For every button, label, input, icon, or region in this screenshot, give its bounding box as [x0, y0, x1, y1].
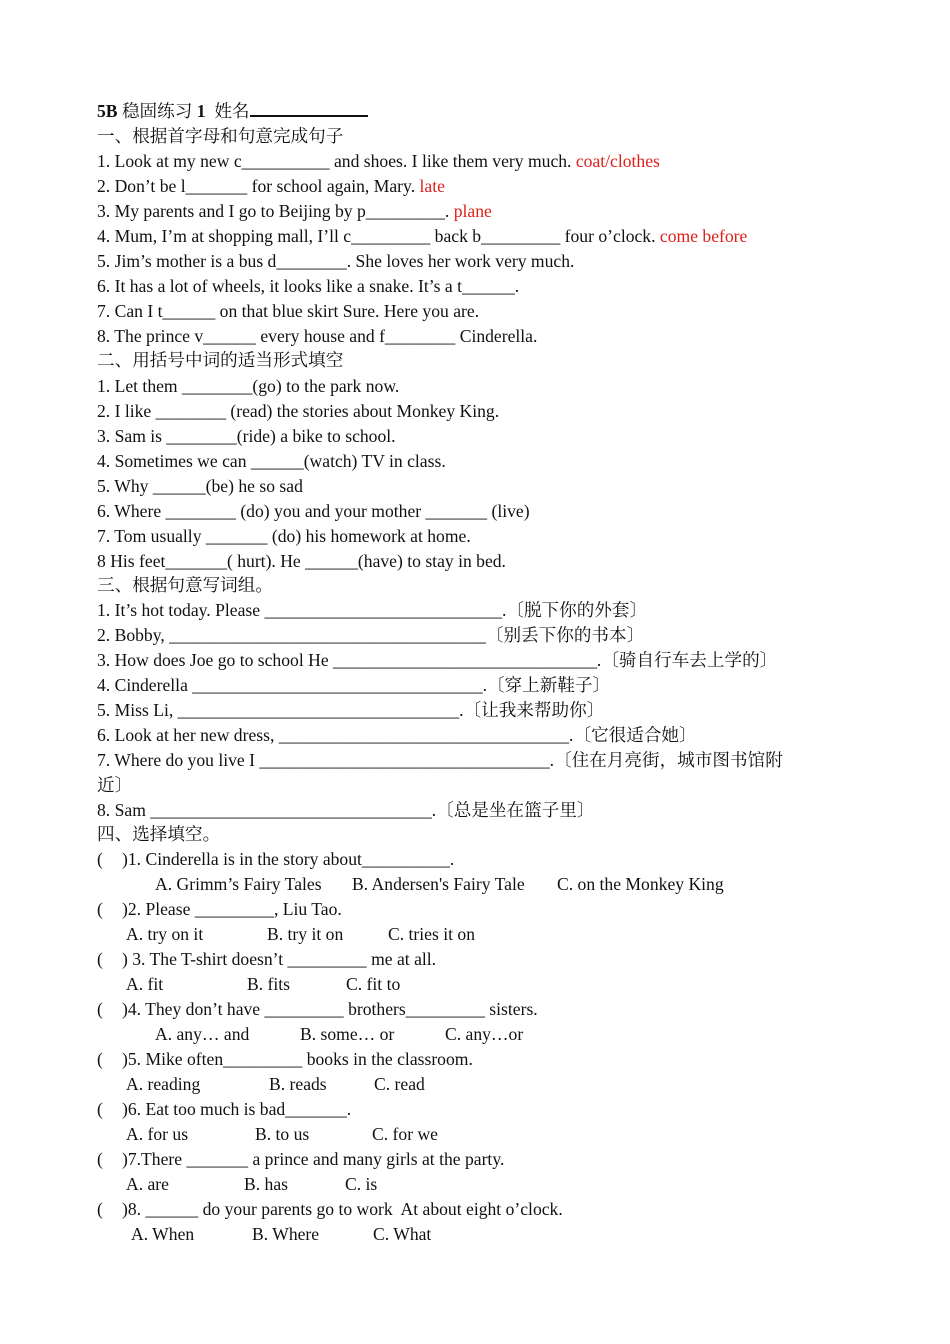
- mc-option-b: B. has: [244, 1174, 288, 1194]
- s1-item-answer: come before: [659, 226, 748, 246]
- s1-item-text: 2. Don’t be l_______ for school again, Mary.: [97, 176, 420, 196]
- s1-item-answer: late: [419, 176, 445, 196]
- s3-item-2: 2. Bobby, ____________________________________〔别丢下你的书本〕: [97, 625, 645, 645]
- mc-option-a: A. Grimm’s Fairy Tales: [155, 874, 322, 894]
- s2-item-7: 7. Tom usually _______ (do) his homework at home.: [97, 526, 471, 546]
- mc-option-c: C. fit to: [346, 974, 401, 994]
- title-text: 稳固练习: [117, 101, 197, 121]
- mc-option-b: B. try it on: [267, 924, 344, 944]
- s1-item-text: 4. Mum, I’m at shopping mall, I’ll c_________ back b_________ four o’clock.: [97, 226, 660, 246]
- mc-option-a: A. When: [131, 1224, 195, 1244]
- s1-item-3: [97, 200, 492, 222]
- mc-option-c: C. any…or: [445, 1024, 524, 1044]
- section1-heading: 一、根据首字母和句意完成句子: [97, 126, 344, 146]
- mc-question-7: )7.There _______ a prince and many girls at the party.: [122, 1149, 505, 1169]
- s1-item-2: [97, 175, 445, 197]
- answer-paren[interactable]: (: [97, 1099, 103, 1119]
- mc-question-1: )1. Cinderella is in the story about__________.: [122, 849, 455, 869]
- name-label: 姓名: [205, 101, 250, 121]
- mc-option-b: B. Where: [252, 1224, 320, 1244]
- s1-item-text: 1. Look at my new c__________ and shoes. I like them very much.: [97, 151, 576, 171]
- s1-item-4: [97, 225, 747, 247]
- s2-item-3: 3. Sam is ________(ride) a bike to school.: [97, 426, 396, 446]
- s2-item-8: 8 His feet_______( hurt). He ______(have) to stay in bed.: [97, 551, 506, 571]
- s1-item-answer: coat/clothes: [575, 151, 660, 171]
- s3-item-6: 6. Look at her new dress, _________________________________.〔它很适合她〕: [97, 725, 697, 745]
- name-blank[interactable]: [250, 100, 368, 117]
- answer-paren[interactable]: (: [97, 899, 103, 919]
- mc-option-c: C. read: [374, 1074, 425, 1094]
- mc-question-3: ) 3. The T-shirt doesn’t _________ me at all.: [122, 949, 437, 969]
- s2-item-2: 2. I like ________ (read) the stories about Monkey King.: [97, 401, 500, 421]
- title-grade: 5B: [97, 101, 118, 121]
- s3-item-8: 8. Sam ________________________________.〔总是坐在篮子里〕: [97, 800, 595, 820]
- s3-item-4: 4. Cinderella _________________________________.〔穿上新鞋子〕: [97, 675, 611, 695]
- section2-heading: 二、用括号中词的适当形式填空: [97, 350, 344, 370]
- mc-option-a: A. are: [126, 1174, 169, 1194]
- s1-item-6: [97, 275, 519, 297]
- mc-question-4: )4. They don’t have _________ brothers_________ sisters.: [122, 999, 538, 1019]
- answer-paren[interactable]: (: [97, 949, 103, 969]
- mc-option-a: A. try on it: [126, 924, 204, 944]
- s1-item-text: 5. Jim’s mother is a bus d________. She loves her work very much.: [97, 251, 575, 271]
- answer-paren[interactable]: (: [97, 1149, 103, 1169]
- mc-option-c: C. tries it on: [388, 924, 475, 944]
- answer-paren[interactable]: (: [97, 849, 103, 869]
- mc-option-b: B. Andersen's Fairy Tale: [352, 874, 525, 894]
- mc-question-5: )5. Mike often_________ books in the classroom.: [122, 1049, 473, 1069]
- s3-item-1: 1. It’s hot today. Please ___________________________.〔脱下你的外套〕: [97, 600, 648, 620]
- mc-option-a: A. for us: [126, 1124, 189, 1144]
- mc-question-6: )6. Eat too much is bad_______.: [122, 1099, 352, 1119]
- mc-option-b: B. to us: [255, 1124, 310, 1144]
- s2-item-4: 4. Sometimes we can ______(watch) TV in class.: [97, 451, 446, 471]
- s1-item-8: [97, 325, 537, 347]
- answer-paren[interactable]: (: [97, 999, 103, 1019]
- s2-item-6: 6. Where ________ (do) you and your mother _______ (live): [97, 501, 530, 521]
- mc-option-b: B. some… or: [300, 1024, 395, 1044]
- s3-item-3: 3. How does Joe go to school He ______________________________.〔骑自行车去上学的〕: [97, 650, 778, 670]
- s1-item-text: 7. Can I t______ on that blue skirt Sure. Here you are.: [97, 301, 480, 321]
- s3-item-5: 5. Miss Li, ________________________________.〔让我来帮助你〕: [97, 700, 605, 720]
- mc-option-a: A. fit: [126, 974, 164, 994]
- mc-option-c: C. on the Monkey King: [557, 874, 724, 894]
- s1-item-text: 6. It has a lot of wheels, it looks like a snake. It’s a t______.: [97, 276, 520, 296]
- mc-option-c: C. What: [373, 1224, 432, 1244]
- mc-option-b: B. fits: [247, 974, 291, 994]
- mc-question-2: )2. Please _________, Liu Tao.: [122, 899, 342, 919]
- mc-question-8: )8. ______ do your parents go to work At about eight o’clock.: [122, 1199, 563, 1219]
- mc-option-c: C. for we: [372, 1124, 438, 1144]
- mc-option-b: B. reads: [269, 1074, 327, 1094]
- s3-item-7: 7. Where do you live I _________________________________.〔住在月亮街，城市图书馆附: [97, 750, 783, 770]
- s2-item-1: 1. Let them ________(go) to the park now.: [97, 376, 400, 396]
- s1-item-text: 8. The prince v______ every house and f________ Cinderella.: [97, 326, 538, 346]
- answer-paren[interactable]: (: [97, 1199, 103, 1219]
- s1-item-answer: plane: [453, 201, 492, 221]
- title-number: 1: [196, 101, 206, 121]
- mc-option-c: C. is: [345, 1174, 378, 1194]
- mc-option-a: A. any… and: [155, 1024, 250, 1044]
- s1-item-7: [97, 300, 479, 322]
- s1-item-1: [97, 150, 660, 172]
- section3-heading: 三、根据句意写词组。: [97, 575, 273, 595]
- answer-paren[interactable]: (: [97, 1049, 103, 1069]
- s1-item-text: 3. My parents and I go to Beijing by p_________.: [97, 201, 454, 221]
- mc-option-a: A. reading: [126, 1074, 201, 1094]
- s1-item-5: [97, 250, 574, 272]
- page-title: [97, 100, 368, 122]
- section4-heading: 四、选择填空。: [97, 824, 221, 844]
- s2-item-5: 5. Why ______(be) he so sad: [97, 476, 303, 496]
- s3-item-7-cont: 近〕: [97, 775, 133, 795]
